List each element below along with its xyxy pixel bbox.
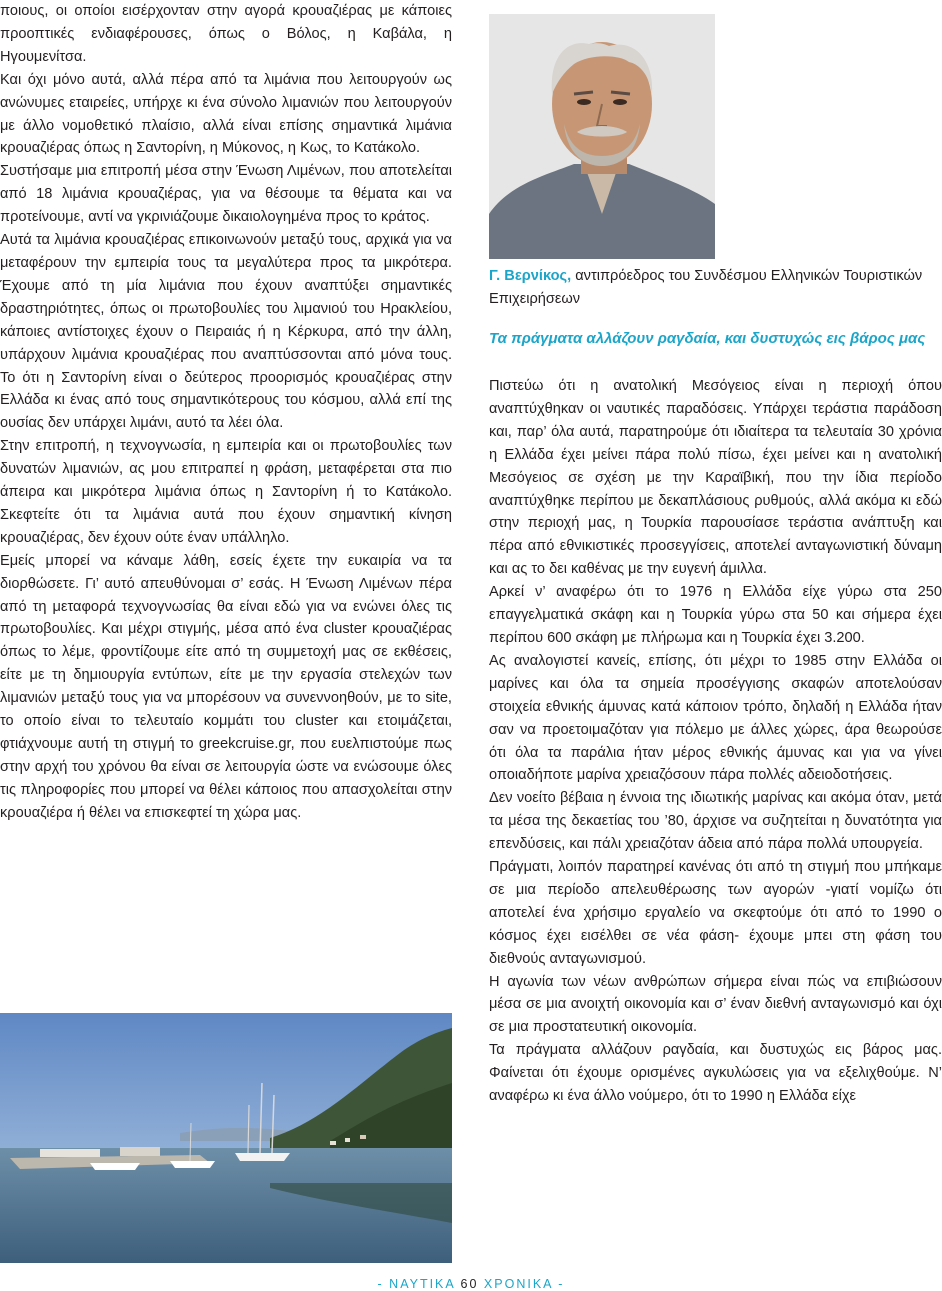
paragraph: Πράγματι, λοιπόν παρατηρεί κανένας ότι από τη στιγμή που μπήκαμε σε μια περίοδο απελευθέρωσης των αγορών -γιατί νομίζω ότι αποτελεί ένα χρήσιμο εργαλείο να σκεφτούμε ότι από το 1990 ο κόσμος έχει εισέλθει σε νέα φάση- έχουμε μπει στη φάση του διεθνούς ανταγωνισμού. [489, 859, 942, 967]
paragraph: Τα πράγματα αλλάζουν ραγδαία, και δυστυχώς εις βάρος μας. Φαίνεται ότι έχουμε ορισμένες αγκυλώσεις για να εξελιχθούμε. Ν’ αναφέρω κι ένα άλλο νούμερο, ότι το 1990 η Ελλάδα είχε [489, 1042, 942, 1105]
section-subheading: Τα πράγματα αλλάζουν ραγδαία, και δυστυχώς εις βάρος μας [489, 330, 926, 347]
paragraph: Πιστεύω ότι η ανατολική Μεσόγειος είναι η περιοχή όπου αναπτύχθηκαν οι ναυτικές παραδόσεις. Υπάρχει τεράστια παράδοση και, παρ’ όλα αυτά, παρατηρούμε ότι ιδιαίτερα τα τελευταία 30 χρόνια η Ελλάδα έχει μείνει πάρα πολύ πίσω, έχει μείνει και η ανατολική Μεσόγειος σε σχέση με την Καραϊβική, που την ίδια περίοδο αναπτύχθηκε περίπου με δεκαπλάσιους ρυθμούς, αλλά ακόμα κι εδώ στην περιοχή μας, η Τουρκία παρουσίασε τεράστια ανάπτυξη και πέρα από εθνικιστικές προσεγγίσεις, αποτελεί ανταγωνιστική δύναμη και ας το δει καθένας με την ευγενή άμιλλα. [489, 378, 942, 578]
paragraph: Συστήσαμε μια επιτροπή μέσα στην Ένωση Λιμένων, που αποτελείται από 18 λιμάνια κρουαζιέρας, για να θέσουμε τα θέματα και να προτείνουμε, αντί να γκρινιάζουμε δικαιολογημένα προς το κράτος. [0, 163, 452, 226]
footer-dash: - [377, 1277, 384, 1291]
footer-magazine-word: ΝΑΥΤΙΚΑ [389, 1277, 456, 1291]
paragraph: Εμείς μπορεί να κάναμε λάθη, εσείς έχετε την ευκαιρία να τα διορθώσετε. Γι’ αυτό απευθύνομαι σ’ εσάς. Η Ένωση Λιμένων πέρα από τη μεταφορά τεχνογνωσίας θα είναι εδώ για να ενώνει όλες τις πρωτοβουλίες. Και μέχρι στιγμής, μέσα από ένα cluster κρουαζιέρας όπως το λέμε, φροντίζουμε είτε από τη συμμετοχή μας σε εκθέσεις, είτε με τη δημιουργία εντύπων, είτε με την εργασία στελεχών των λιμανιών μεταξύ τους για να μπορέσουν να συνεννοηθούν, με το site, το οποίο είναι το τελευταίο κομμάτι του cluster και ετοιμάζεται, φτιάχνουμε αυτή τη στιγμή το greekcruise.gr, που ευελπιστούμε πως στην αρχή του χρόνου θα είναι σε λειτουργία ώστε να ενώσουμε όλες τις πληροφορίες που μπορεί να θέλει κάποιος που απασχολείται στην κρουαζιέρα ή θέλει να επισκεφτεί τη χώρα μας. [0, 552, 452, 821]
paragraph: Η αγωνία των νέων ανθρώπων σήμερα είναι πώς να επιβιώσουν μέσα σε μια ανοιχτή οικονομία και σ’ έναν διεθνή ανταγωνισμό και όχι σε μια προστατευτική οικονομία. [489, 973, 942, 1036]
paragraph: ποιους, οι οποίοι εισέρχονταν στην αγορά κρουαζιέρας με κάποιες προοπτικές ενδιαφέρουσες, όπως ο Βόλος, η Καβάλα, η Ηγουμενίτσα. [0, 3, 452, 65]
footer-magazine-word: ΧΡΟΝΙΚΑ [483, 1277, 553, 1291]
caption-name: Γ. Βερνίκος, [489, 268, 572, 284]
left-column [0, 0, 452, 825]
portrait-illustration [489, 14, 715, 259]
paragraph: Αρκεί ν’ αναφέρω ότι το 1976 η Ελλάδα είχε γύρω στα 250 επαγγελματικά σκάφη και η Τουρκία γύρω στα 50 και σήμερα έχει περίπου 600 σκάφη με πλήρωμα και η Τουρκία έχει 3.200. [489, 584, 942, 646]
page-footer [0, 1277, 942, 1291]
paragraph: Και όχι μόνο αυτά, αλλά πέρα από τα λιμάνια που λειτουργούν ως ανώνυμες εταιρείες, υπήρχε κι ένα σύνολο λιμανιών που λειτουργούν με άλλο νομοθετικό πλαίσιο, αλλά είναι επίσης σημαντικά λιμάνια κρουαζιέρας όπως η Σαντορίνη, η Μύκονος, η Κως, το Κατάκολο. [0, 71, 452, 157]
portrait-photo [489, 14, 715, 259]
harbor-photo [0, 1013, 452, 1263]
caption-text: αντιπρόεδρος του Συνδέσμου Ελληνικών Τουριστικών Επιχειρήσεων [489, 268, 923, 307]
right-column [489, 375, 942, 1108]
paragraph: Αυτά τα λιμάνια κρουαζιέρας επικοινωνούν μεταξύ τους, αρχικά για να μεταφέρουν την εμπειρία τους τα μεγαλύτερα προς τα μικρότερα. Έχουμε από τη μία λιμάνια που έχουν αναπτύξει σημαντικές δραστηριότητες, όπως οι πρωτοβουλίες του λιμανιού του Ηρακλείου, κάποιες αντίστοιχες έχουν ο Πειραιάς ή η Κέρκυρα, από την άλλη, υπάρχουν λιμάνια κρουαζιέρας που αναπτύσσονται από μόνα τους. Το ότι η Σαντορίνη είναι ο δεύτερος προορισμός κρουαζιέρας στην Ελλάδα κι ένας από τους σημαντικότερους του κόσμου, αλλά επί της ουσίας δεν υπάρχει λιμάνι, αυτό τα λέει όλα. [0, 232, 452, 432]
paragraph: Ας αναλογιστεί κανείς, επίσης, ότι μέχρι το 1985 στην Ελλάδα οι μαρίνες και όλα τα σημεία προσέγγισης σκαφών αποτελούσαν στοιχεία εθνικής άμυνας κατά κάποιον τρόπο, δηλαδή η Ελλάδα ήταν σαν να προετοιμαζόταν για πόλεμο με άλλες χώρες, άρα θεωρούσε ότι όλα τα παράλια ήταν μέρος εθνικής άμυνας και για να γίνει οποιαδήποτε μαρίνα χρειαζόσουν πάρα πολλές αδειοδοτήσεις. [489, 652, 942, 784]
page-number: 60 [460, 1277, 479, 1291]
photo-caption [489, 265, 942, 311]
footer-dash: - [558, 1277, 565, 1291]
paragraph: Δεν νοείτο βέβαια η έννοια της ιδιωτικής μαρίνας και ακόμα όταν, μετά τα μέσα της δεκαετίας του ’80, άρχισε να συζητείται η δυνατότητα για επενδύσεις, και πάλι χρειαζόταν άδεια από πάρα πολλά υπουργεία. [489, 790, 942, 853]
paragraph: Στην επιτροπή, η τεχνογνωσία, η εμπειρία και οι πρωτοβουλίες των δυνατών λιμανιών, ας μου επιτραπεί η φράση, μεταφέρεται στα πιο άπειρα και μικρότερα λιμάνια όπως η Σαντορίνη ή το Κατάκολο. Σκεφτείτε ότι τα λιμάνια αυτά που έχουν σημαντική κίνηση κρουαζιέρας, δεν έχουν ούτε έναν υπάλληλο. [0, 438, 452, 546]
harbor-illustration [0, 1013, 452, 1263]
